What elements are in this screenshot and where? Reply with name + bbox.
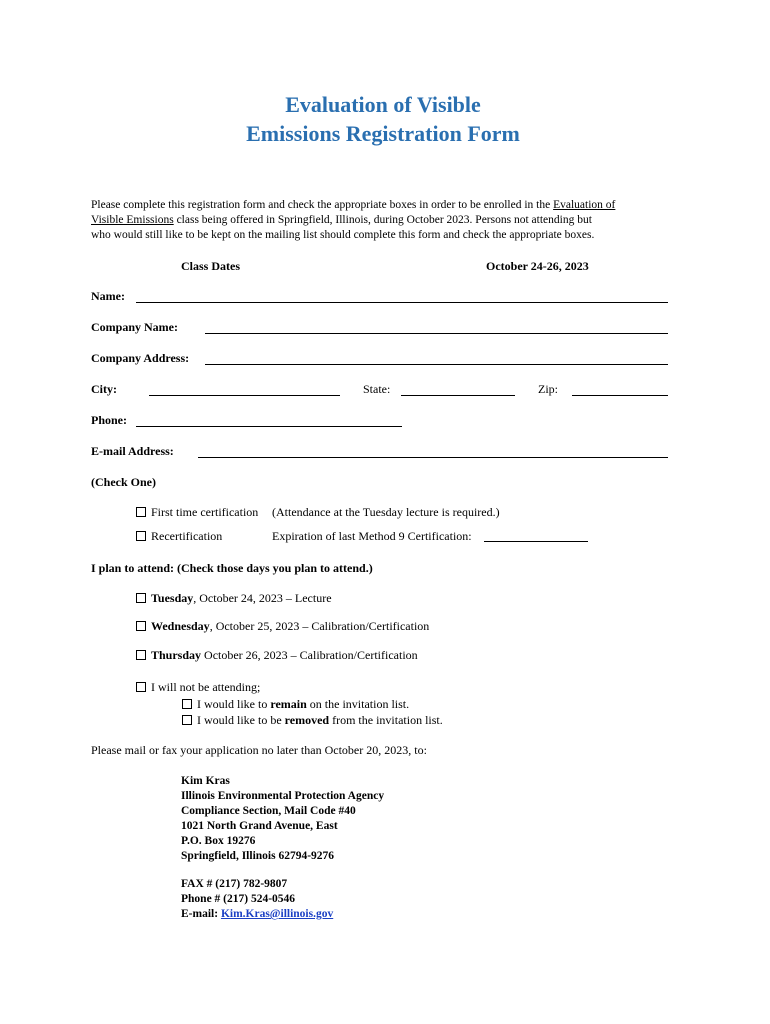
email-field[interactable] (198, 457, 668, 458)
state-label: State: (363, 382, 391, 396)
intro-link-evaluation: Evaluation of (553, 199, 616, 211)
removed-text-post: from the invitation list. (329, 713, 443, 727)
contact-email-row (181, 907, 333, 922)
company-address-field[interactable] (205, 364, 668, 365)
attend-tuesday-option[interactable] (136, 591, 332, 606)
form-title-line-1: Evaluation of Visible (285, 92, 481, 117)
phone-field[interactable] (136, 426, 402, 427)
address-section: Compliance Section, Mail Code #40 (181, 805, 356, 817)
city-field[interactable] (149, 395, 340, 396)
address-agency: Illinois Environmental Protection Agency (181, 790, 385, 802)
recert-option[interactable] (136, 529, 222, 544)
thursday-checkbox[interactable] (136, 650, 146, 660)
company-address-label: Company Address: (91, 351, 190, 365)
contact-email-label: E-mail: (181, 908, 221, 920)
class-dates-value: October 24-26, 2023 (486, 259, 589, 273)
tuesday-details: , October 24, 2023 – Lecture (193, 591, 332, 605)
tuesday-checkbox[interactable] (136, 593, 146, 603)
first-time-label: First time certification (151, 505, 259, 519)
wednesday-checkbox[interactable] (136, 621, 146, 631)
remain-text-pre: I would like to (197, 697, 271, 711)
remain-text-post: on the invitation list. (306, 697, 410, 711)
wednesday-day: Wednesday (151, 619, 210, 633)
recert-expiration-field[interactable] (484, 541, 588, 542)
removed-text-bold: removed (284, 713, 330, 727)
wednesday-details: , October 25, 2023 – Calibration/Certification (209, 619, 430, 633)
intro-text-3: who would still like to be kept on the mailing list should complete this form and check the appropriate boxes. (91, 229, 595, 242)
removed-checkbox[interactable] (182, 715, 192, 725)
recert-checkbox[interactable] (136, 531, 146, 541)
city-label: City: (91, 382, 117, 396)
company-name-field[interactable] (205, 333, 668, 334)
remain-text-bold: remain (270, 697, 307, 711)
first-time-checkbox[interactable] (136, 507, 146, 517)
zip-field[interactable] (572, 395, 668, 396)
not-attending-checkbox[interactable] (136, 682, 146, 692)
intro-text-2: class being offered in Springfield, Illinois, during October 2023. Persons not attending but (173, 214, 592, 227)
address-city: Springfield, Illinois 62794-9276 (181, 850, 335, 862)
form-title-line-2: Emissions Registration Form (246, 121, 520, 146)
name-field[interactable] (136, 302, 668, 303)
removed-text-pre: I would like to be (197, 713, 285, 727)
attend-wednesday-option[interactable] (136, 619, 429, 634)
contact-fax: FAX # (217) 782-9807 (181, 878, 288, 890)
first-time-option[interactable] (136, 505, 258, 520)
mail-instructions: Please mail or fax your application no later than October 20, 2023, to: (91, 743, 427, 757)
company-name-label: Company Name: (91, 320, 178, 334)
removed-option[interactable] (182, 713, 443, 728)
recert-label: Recertification (151, 529, 223, 543)
zip-label: Zip: (538, 382, 558, 396)
address-street: 1021 North Grand Avenue, East (181, 820, 338, 832)
intro-link-visible-emissions: Visible Emissions (91, 214, 174, 227)
address-name: Kim Kras (181, 775, 230, 787)
recert-note: Expiration of last Method 9 Certification: (272, 529, 472, 543)
first-time-note: (Attendance at the Tuesday lecture is required.) (272, 505, 500, 519)
contact-email-link[interactable]: Kim.Kras@illinois.gov (220, 908, 334, 920)
name-label: Name: (91, 289, 125, 303)
remain-option[interactable] (182, 697, 409, 712)
remain-checkbox[interactable] (182, 699, 192, 709)
tuesday-day: Tuesday (151, 591, 194, 605)
thursday-details: October 26, 2023 – Calibration/Certification (201, 648, 418, 662)
state-field[interactable] (401, 395, 515, 396)
mailing-address (181, 774, 384, 864)
class-dates-label: Class Dates (181, 259, 240, 273)
check-one-heading: (Check One) (91, 475, 156, 489)
attend-heading: I plan to attend: (Check those days you plan to attend.) (91, 561, 373, 575)
not-attending-label: I will not be attending; (151, 680, 261, 694)
contact-info (181, 877, 333, 922)
phone-label: Phone: (91, 413, 127, 427)
attend-thursday-option[interactable] (136, 648, 418, 663)
thursday-day: Thursday (151, 648, 202, 662)
contact-phone: Phone # (217) 524-0546 (181, 893, 296, 905)
intro-paragraph (91, 198, 671, 244)
address-pobox: P.O. Box 19276 (181, 835, 256, 847)
not-attending-option[interactable] (136, 680, 260, 695)
email-label: E-mail Address: (91, 444, 174, 458)
intro-text-1: Please complete this registration form and check the appropriate boxes in order to be enrolled in the (91, 199, 554, 211)
